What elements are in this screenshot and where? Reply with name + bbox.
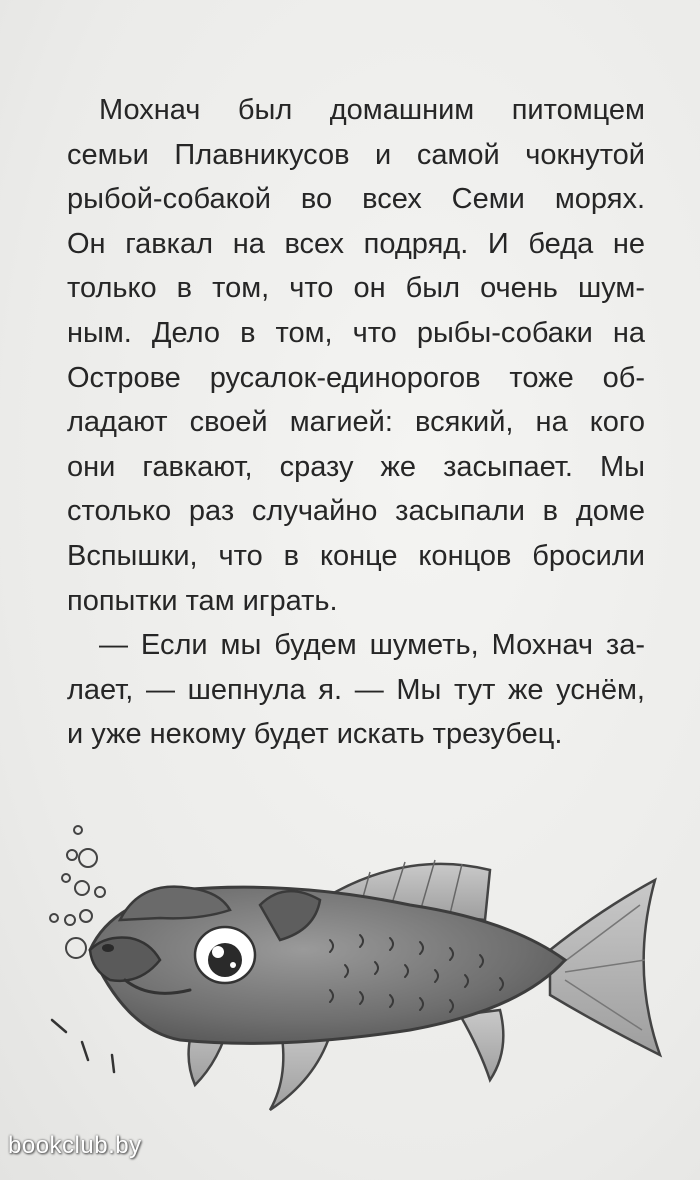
dogfish-illustration [30, 810, 670, 1140]
text-line: и уже некому будет искать трезубец. [67, 718, 563, 751]
text-line: столько раз случайно засыпали в доме [67, 495, 645, 528]
text-line: только в том, что он был очень шум- [67, 272, 645, 305]
text-line: ладают своей магией: всякий, на кого [67, 406, 645, 439]
text-line: Вспышки, что в конце концов бросили [67, 539, 645, 572]
text-line: рыбой-собакой во всех Семи морях. [67, 183, 645, 216]
text-line: они гавкают, сразу же засыпает. Мы [67, 450, 645, 483]
text-line: ным. Дело в том, что рыбы-собаки на [67, 316, 645, 349]
text-line: Мохнач был домашним питомцем [99, 94, 645, 126]
text-line: — Если мы будем шуметь, Мохнач за- [99, 629, 645, 662]
text-line: Он гавкал на всех подряд. И беда не [67, 227, 645, 260]
text-line: семьи Плавникусов и самой чокнутой [67, 138, 645, 171]
text-line: Острове русалок-единорогов тоже об- [67, 361, 645, 394]
watermark: bookclub.by [8, 1132, 142, 1159]
body-text [67, 88, 645, 757]
text-line: попытки там играть. [67, 584, 338, 617]
text-line: лает, — шепнула я. — Мы тут же уснём, [67, 673, 645, 706]
